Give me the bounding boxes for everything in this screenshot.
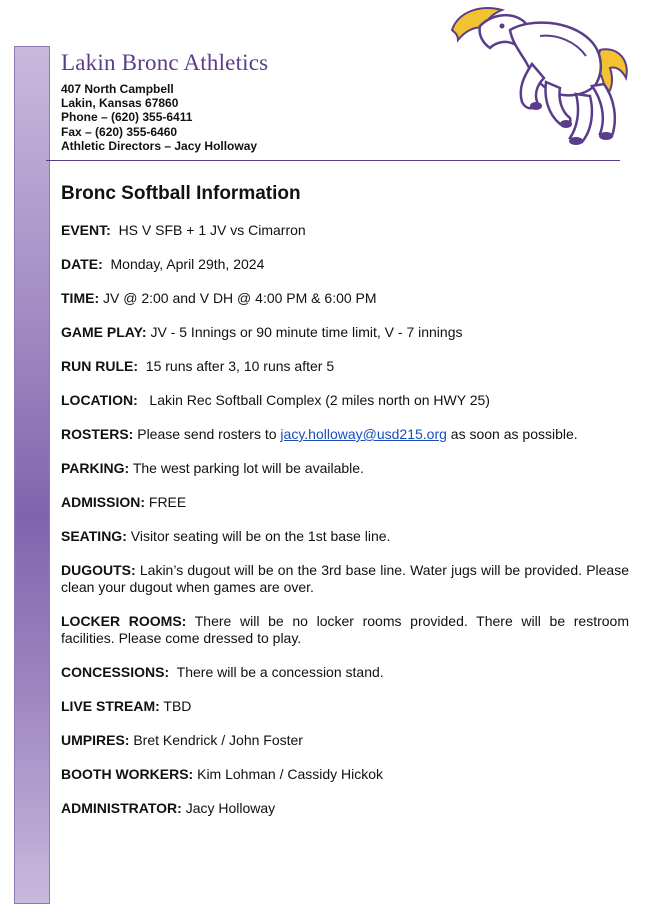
- info-value: Please send rosters to: [133, 426, 281, 442]
- info-time: [61, 290, 629, 307]
- info-concessions: [61, 664, 629, 681]
- info-umpires: [61, 732, 629, 749]
- info-game-play: [61, 324, 629, 341]
- info-label: SEATING:: [61, 528, 127, 544]
- info-label: UMPIRES:: [61, 732, 130, 748]
- info-label: DATE:: [61, 256, 103, 272]
- info-value: JV - 5 Innings or 90 minute time limit, V - 7 innings: [146, 324, 463, 340]
- info-value: Visitor seating will be on the 1st base line.: [126, 528, 391, 544]
- decorative-sidebar-bar: [14, 46, 50, 904]
- address-athletic-director: Athletic Directors – Jacy Holloway: [61, 138, 258, 153]
- info-label: BOOTH WORKERS:: [61, 766, 194, 782]
- info-value: Lakin’s dugout will be on the 3rd base line. Water jugs will be provided. Please clean your dugout when games are over.: [61, 562, 629, 595]
- info-value: There will be a concession stand.: [169, 664, 384, 680]
- info-run-rule: [61, 358, 629, 375]
- info-booth-workers: [61, 766, 629, 783]
- bronco-mascot-icon: [440, 0, 640, 150]
- org-name: Lakin Bronc Athletics: [61, 50, 269, 75]
- info-label: TIME:: [61, 290, 100, 306]
- info-label: LOCATION:: [61, 392, 138, 408]
- address-city: Lakin, Kansas 67860: [61, 96, 179, 111]
- info-label: ROSTERS:: [61, 426, 134, 442]
- info-value: Monday, April 29th, 2024: [102, 256, 265, 272]
- page-title: Bronc Softball Information: [61, 183, 301, 204]
- info-label: DUGOUTS:: [61, 562, 136, 578]
- info-date: [61, 256, 629, 273]
- letterhead: [61, 50, 481, 153]
- info-admission: [61, 494, 629, 511]
- info-value: JV @ 2:00 and V DH @ 4:00 PM & 6:00 PM: [99, 290, 377, 306]
- info-value: The west parking lot will be available.: [129, 460, 364, 476]
- info-administrator: [61, 800, 629, 817]
- info-live-stream: [61, 698, 629, 715]
- info-parking: [61, 460, 629, 477]
- info-seating: [61, 528, 629, 545]
- address-phone: Phone – (620) 355-6411: [61, 110, 193, 125]
- info-location: [61, 392, 629, 409]
- info-label: ADMISSION:: [61, 494, 145, 510]
- header-divider: [46, 160, 620, 161]
- roster-email-link[interactable]: jacy.holloway@usd215.org: [280, 426, 447, 442]
- info-dugouts: [61, 562, 629, 596]
- info-value: Kim Lohman / Cassidy Hickok: [193, 766, 384, 782]
- info-label: GAME PLAY:: [61, 324, 147, 340]
- info-locker-rooms: [61, 613, 629, 647]
- address-street: 407 North Campbell: [61, 82, 174, 96]
- info-value: HS V SFB + 1 JV vs Cimarron: [110, 222, 306, 238]
- info-value: FREE: [145, 494, 187, 510]
- info-value: 15 runs after 3, 10 runs after 5: [138, 358, 335, 374]
- info-label: RUN RULE:: [61, 358, 138, 374]
- info-label: LOCKER ROOMS:: [61, 613, 187, 629]
- info-label: LIVE STREAM:: [61, 698, 160, 714]
- info-value: Bret Kendrick / John Foster: [129, 732, 303, 748]
- info-value: Lakin Rec Softball Complex (2 miles north on HWY 25): [137, 392, 490, 408]
- info-rosters: [61, 426, 629, 443]
- info-label: ADMINISTRATOR:: [61, 800, 182, 816]
- info-event: [61, 222, 629, 239]
- info-value: Jacy Holloway: [181, 800, 276, 816]
- info-value: There will be no locker rooms provided. There will be restroom facilities. Please come dressed to play.: [61, 613, 630, 646]
- softball-info-body: [61, 183, 629, 834]
- info-label: PARKING:: [61, 460, 130, 476]
- info-value-suffix: as soon as possible.: [446, 426, 578, 442]
- info-value: TBD: [159, 698, 192, 714]
- info-label: CONCESSIONS:: [61, 664, 170, 680]
- address-fax: Fax – (620) 355-6460: [61, 124, 178, 139]
- info-label: EVENT:: [61, 222, 111, 238]
